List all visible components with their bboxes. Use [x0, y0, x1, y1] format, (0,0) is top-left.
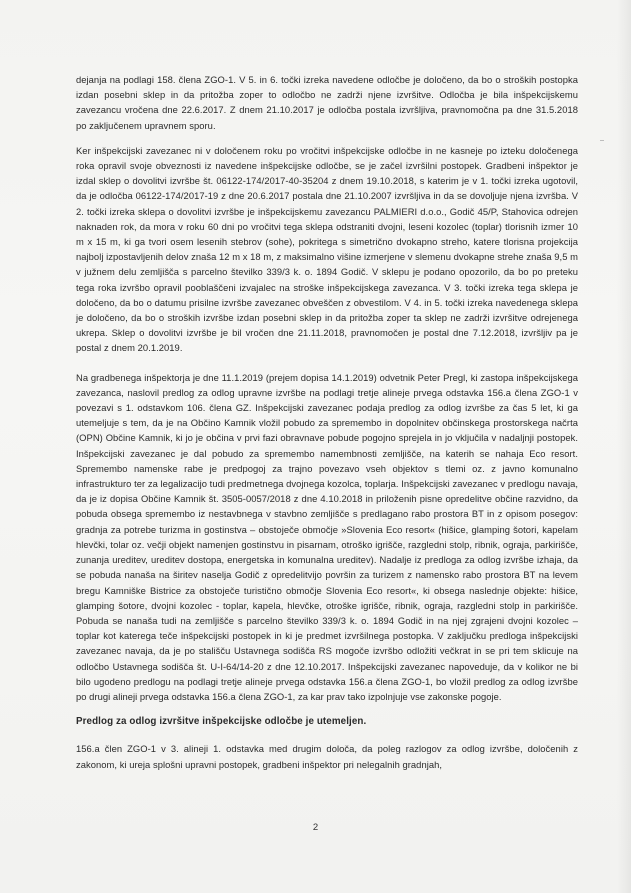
page-number: 2 — [312, 822, 319, 833]
paragraph-postponement-request: Na gradbenega inšpektorja je dne 11.1.2019 (prejem dopisa 14.1.2019) odvetnik Peter Pregl, ki zastopa inšpekcijskega zavezanca, naslovil predlog za odlog upravne izvršbe na podlagi tretje alineje prvega odstavka 156.a člena ZGO-1 v povezavi s 1. odstavkom 106. člena GZ. Inšpekcijski zavezanec podaja predlog za odlog izvršbe za čas 5 let, ki ga utemeljuje s tem, da je na Občino Kamnik vložil pobudo za spremembo in dopolnitev občinskega prostorskega načrta (OPN) Občine Kamnik, ki jo je občina v prvi fazi obravnave pobude pogojno sprejela in jo vključila v nadaljnji postopek. Inšpekcijski zavezanec je dal pobudo za spremembo namembnosti zemljišče, na katerih se nahaja Eco resort. Spremembo namenske rabe je predpogoj za trajno povezavo vseh objektov s tlemi oz. z javno komunalno infrastrukturo ter za legalizacijo tudi predmetnega dvojnega kozolca, toplarja. Inšpekcijski zavezanec v predlogu navaja, da je iz dopisa Občine Kamnik št. 3505-0057/2018 z dne 4.10.2018 in priloženih pisne opredelitve občine razvidno, da pobuda obsega spremembo iz nestavbnega v stavbno zemljišče s predlagano rabo prostora BT in z opisom posegov: gradnja za potrebe turizma in gostinstva – obstoječe območje »Slovenia Eco resort« (hišice, glamping šotori, kapelam hlevčki, tolar oz. večji objekt namenjen gostinstvu in pisarnam, otroško igrišče, razgledni stolp, ribnik, ograja, parkirišče, zunanja ureditev, ureditev dostopa, energetska in komunalna ureditev). Nadalje iz predloga za odlog izvršbe izhaja, da se pobuda nanaša na širitev naselja Godič z opredelitvijo površin za turizem z namensko rabo prostora BT na levem bregu Kamniške Bistrice za obstoječe turistično območje Slovenia Eco resort«, ki obsega naslednje objekte: hišice, glamping šotore, dvojni kozolec - toplar, kapela, hlevčke, otroške igrišče, ribnik, ograja, razgledni stolp in parkirišče. Pobuda se nanaša tudi na zemljišče s parcelno številko 339/3 k. o. 1894 Godič in na njej zgrajeni dvojni kozolec – toplar kot katerega teče inšpekcijski postopek in ki je predmet izvršilnega postopka. V zaključku predloga inšpekcijski zavezanec navaja, da je po stališču Ustavnega sodišča RS mogoče izvršbo odložiti večkrat in se pri tem sklicuje na odločbo Ustavnega sodišča št. U-I-64/14-20 z dne 12.10.2017. Inšpekcijski zavezanec napoveduje, da v kolikor ne bi bilo ugodeno predlogu na podlagi tretje alineje prvega odstavka 156.a člena ZGO-1, bo vložil predlog za odlog izvršbe po drugi alineji prvega odstavka 156.a člena ZGO-1, za kar prav tako izpolnjuje vse zakonske pogoje. — [76, 371, 578, 702]
scan-mark — [600, 140, 604, 141]
paragraph-legal-basis: 156.a člen ZGO-1 v 3. alineji 1. odstavka med drugim določa, da poleg razlogov za odlog izvršbe, določenih z zakonom, ki ureja splošni upravni postopek, gradbeni inšpektor pri nelegalnih gradnjah, — [76, 743, 578, 770]
paragraph-enforcement-procedure: Ker inšpekcijski zavezanec ni v določenem roku po vročitvi inšpekcijske odločbe in ne kasneje po izteku določenega roka opravil svoje obveznosti iz navedene inšpekcijske odločbe, se je začel izvršilni postopek. Gradbeni inšpektor je izdal sklep o dovolitvi izvršbe št. 06122-174/2017-40-35204 z dnem 19.10.2018, s katerim je v 1. točki izreka ugotovil, da je odločba 06122-174/2017-19 z dne 20.6.2017 postala dne 21.10.2007 izvršljiva in da se dovoljuje njena izvršba. V 2. točki izreka sklepa o dovolitvi izvršbe je inšpekcijskemu zavezancu PALMIERI d.o.o., Godič 45/P, Stahovica odrejen naknaden rok, da mora v roku 60 dni po vročitvi tega sklepa odstraniti dvojni, leseni kozolec (toplar) tlorisnih izmer 10 m x 15 m, ki ga tvori osem lesenih stebrov (sohe), pokritega s simetrično dvokapno streho, katere tlorisna projekcija najbolj izpostavljenih delov znaša 12 m x 18 m, z maksimalno višine izmerjene v slemenu dvokapne strehe znaša 9,5 m v južnem delu zemljišča s parcelno številko 339/3 k. o. 1894 Godič. V sklepu je podano opozorilo, da bo po preteku tega roka izvršbo opravil pooblaščeni izvajalec na stroške inšpekcijskega zavezanca. V 3. točki izreka tega sklepa je določeno, da bo o datumu prisilne izvršbe zavezanec obveščen z obvestilom. V 4. in 5. točki izreka navedenega sklepa je določeno, da bo o stroških izvršbe izdan posebni sklep in da pritožba zoper ta sklep ne zadrži izvršitve odrejenega ukrepa. Sklep o dovolitvi izvršbe je bil vročen dne 21.11.2018, pravnomočen je postal dne 7.12.2018, izvršljiv pa je postal z dnem 20.1.2019. — [76, 144, 578, 354]
section-heading: Predlog za odlog izvršitve inšpekcijske odločbe je utemeljen. — [76, 716, 367, 728]
document-body — [76, 72, 578, 782]
paragraph-decision-summary: dejanja na podlagi 158. člena ZGO-1. V 5. in 6. točki izreka navedene odločbe je določeno, da bo o stroških postopka izdan posebni sklep in da pritožba zoper to odločbo ne zadrži njene izvršitve. Odločba je bila inšpekcijskemu zavezancu vročena dne 22.6.2017. Z dnem 21.10.2017 je odločba postala izvršljiva, pravnomočna pa dne 31.5.2018 po zaključenem upravnem sporu. — [76, 74, 578, 131]
